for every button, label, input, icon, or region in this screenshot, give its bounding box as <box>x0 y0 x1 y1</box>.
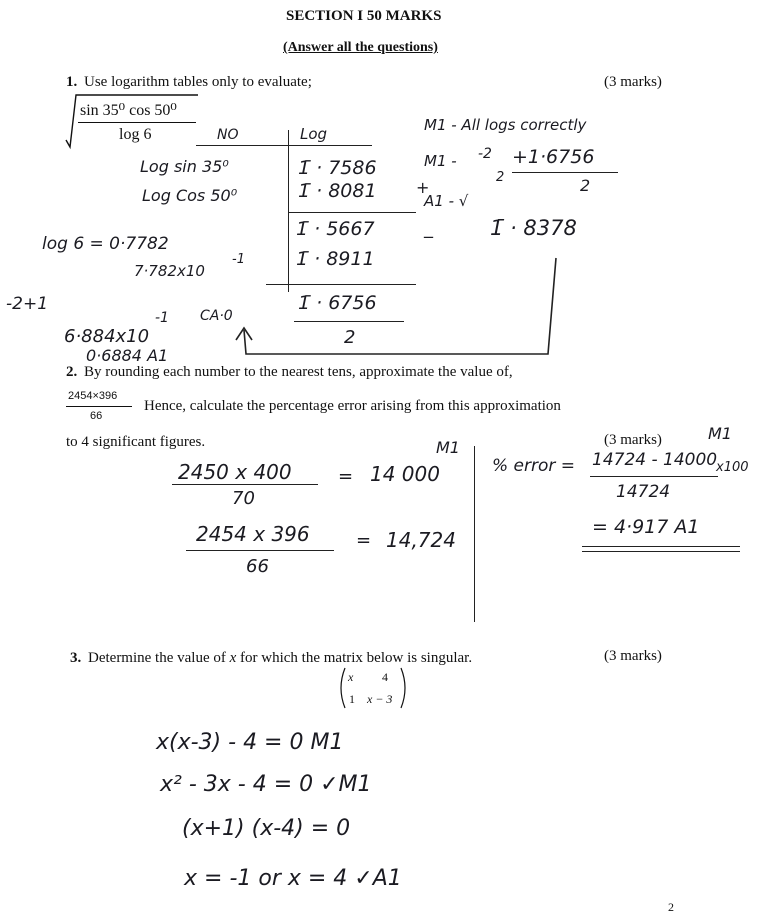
q1-row2-label: Log Cos 50⁰ <box>142 186 238 205</box>
q3-marks: (3 marks) <box>604 648 662 664</box>
q1-row2-value: 1̄ · 8081 <box>298 180 377 202</box>
q1-answer-line: 6·884x10 <box>64 326 150 347</box>
q1-row1-value: 1̄ · 7586 <box>298 157 377 179</box>
q1-side-calc: -2+1 <box>6 294 49 314</box>
q1-row1-label: Log sin 35⁰ <box>140 157 229 176</box>
q2-exact-den: 66 <box>246 556 269 577</box>
q2-approx-den: 70 <box>232 488 255 509</box>
q2-exact-val: 14,724 <box>386 528 456 552</box>
q2-approx-eq: = <box>338 466 354 487</box>
q1-plus-sign: + <box>416 178 430 197</box>
q2-exact-num: 2454 x 396 <box>196 522 310 546</box>
section-title: SECTION I 50 MARKS <box>286 8 442 24</box>
q3-number: 3. <box>70 650 82 666</box>
q3-text: Determine the value of x for which the matrix below is singular. <box>88 650 473 666</box>
q1-final-answer: 0·6884 A1 <box>86 346 169 365</box>
q3-matrix-a11: x <box>348 670 354 684</box>
q1-number: 1. <box>66 74 78 90</box>
q2-approx-num: 2450 x 400 <box>178 460 292 484</box>
q1-mark2-rest: +1·6756 <box>512 146 595 168</box>
q1-col-no: NO <box>217 127 239 143</box>
q1-antilog-line: 7·782x10 <box>134 262 205 280</box>
q3-work-line-1: x(x-3) - 4 = 0 M1 <box>156 730 344 755</box>
q1-mark2: M1 - <box>424 152 457 170</box>
q2-frac-den: 66 <box>90 410 103 422</box>
q2-error-den: 14724 <box>616 482 671 502</box>
q1-expr-numerator: sin 35⁰ cos 50⁰ <box>80 102 177 119</box>
q2-marks: (3 marks) <box>604 432 662 448</box>
q1-marks: (3 marks) <box>604 74 662 90</box>
q1-mark2-rest-bot: 2 <box>580 176 591 195</box>
q2-exact-eq: = <box>356 530 372 551</box>
q1-result: 1̄ · 8378 <box>490 216 577 240</box>
q2-approx-val: 14 000 <box>370 462 440 486</box>
q3-work-line-3: (x+1) (x-4) = 0 <box>182 816 351 841</box>
q2-approx-mark: M1 <box>436 438 460 457</box>
q1-log6-line: log 6 = 0·7782 <box>42 234 169 254</box>
q3-matrix-a21: 1 <box>349 692 355 706</box>
q1-expr-denominator: log 6 <box>119 126 152 143</box>
q3-work-line-2: x² - 3x - 4 = 0 ✓M1 <box>160 772 372 797</box>
q3-matrix-a12: 4 <box>382 670 388 684</box>
q1-answer-exp: -1 <box>155 310 169 326</box>
q2-sigfig: to 4 significant figures. <box>66 434 206 450</box>
q1-mark3: A1 - √ <box>424 192 469 210</box>
q1-minus-sign: _ <box>424 218 433 239</box>
section-subtitle: (Answer all the questions) <box>283 40 438 55</box>
q2-hence: Hence, calculate the percentage error arising from this approximation <box>144 398 561 414</box>
q1-log6-value: 1̄ · 8911 <box>296 248 375 270</box>
q1-mark1: M1 - All logs correctly <box>424 116 587 134</box>
q1-antilog-exp: -1 <box>232 252 245 267</box>
q2-error-mul: x100 <box>716 460 749 475</box>
q1-text: Use logarithm tables only to evaluate; <box>84 74 312 90</box>
q2-number: 2. <box>66 364 78 380</box>
q2-error-mark: M1 <box>708 424 732 443</box>
page-number: 2 <box>668 900 674 914</box>
q2-error-num: 14724 - 14000 <box>592 450 718 470</box>
q2-error-result: = 4·917 A1 <box>592 516 700 538</box>
q1-diff-value: 1̄ · 6756 <box>298 292 377 314</box>
q1-divisor: 2 <box>344 327 356 348</box>
q2-error-label: % error = <box>492 456 576 476</box>
q1-col-log: Log <box>300 125 328 143</box>
q1-ca: CA·0 <box>200 308 233 324</box>
q2-text: By rounding each number to the nearest tens, approximate the value of, <box>84 364 513 380</box>
q2-frac-num: 2454×396 <box>68 390 118 402</box>
q1-mark2-frac-bot: 2 <box>496 170 505 185</box>
q1-sum-value: 1̄ · 5667 <box>296 218 375 240</box>
q3-work-line-4: x = -1 or x = 4 ✓A1 <box>184 866 402 891</box>
q3-matrix-a22: x − 3 <box>367 692 393 706</box>
q1-mark2-frac-top: -2 <box>478 146 492 162</box>
